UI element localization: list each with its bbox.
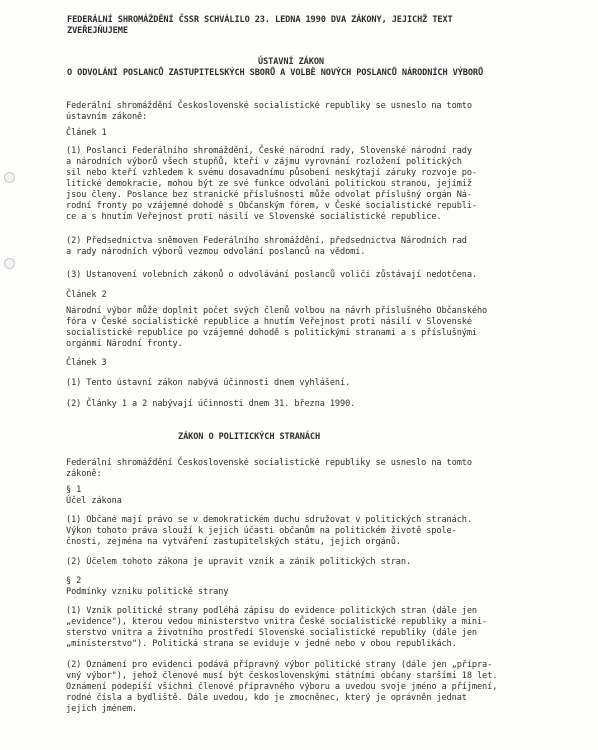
section2-p2-line-2: vný výbor"), jehož členové musí být československými státními občany staršími 18 let. bbox=[66, 671, 498, 681]
article1-p1-line-1: (1) Poslanci Federálního shromáždění, České národní rady, Slovenské národní rady bbox=[66, 146, 472, 156]
section2-p1-line-4: „ministerstvo"). Politická strana se eviduje v jedné nebo v obou republikách. bbox=[66, 639, 457, 649]
section2-p2-line-5: jejich jménem. bbox=[66, 704, 138, 714]
law2-title: ZÁKON O POLITICKÝCH STRANÁCH bbox=[178, 432, 321, 442]
law1-subtitle: O ODVOLÁNÍ POSLANCŮ ZASTUPITELSKÝCH SBORŮ A VOLBĚ NOVÝCH POSLANCŮ NÁRODNÍCH VÝBORŮ bbox=[67, 68, 484, 78]
header-line-1: FEDERÁLNÍ SHROMÁŽDĚNÍ ČSSR SCHVÁLILO 23. LEDNA 1990 DVA ZÁKONY, JEJICHŽ TEXT bbox=[67, 15, 453, 25]
article2-p-line-2: fóra v České socialistické republice a hnutím Veřejnost proti násilí v Slovenské bbox=[66, 317, 472, 327]
article1-p1-line-5: jsou členy. Poslance bez stranické příslušnosti může odvolat příslušný orgán Ná- bbox=[66, 190, 472, 200]
section1-title: Účel zákona bbox=[66, 496, 122, 506]
section2-heading: § 2 bbox=[66, 576, 82, 586]
article1-p1-line-7: ce a s hnutím Veřejnost proti násilí ve Slovenské socialistické republice. bbox=[66, 212, 442, 222]
article1-p1-line-3: sil nebo kteří vzhledem k svému dosavadnímu působení neskýtají záruky rozvoje po- bbox=[66, 168, 477, 178]
article2-p-line-3: socialistické republice po vzájemné dohodě s politickými stranami a s příslušnými bbox=[66, 328, 477, 338]
article2-p-line-4: orgánmi Národní fronty. bbox=[66, 339, 183, 349]
section2-p2-line-4: rodné čísla a bydliště. Dále uvedou, kdo je zmocněnec, který je oprávněn jednat bbox=[66, 693, 467, 703]
article1-p3-line-1: (3) Ustanovení volebních zákonů o odvolávání poslanců voliči zůstávají nedotčena. bbox=[66, 270, 477, 280]
section2-p2-line-3: Oznámení podepíší všichni členové přípravného výboru a uvedou svoje jméno a příjmení, bbox=[66, 682, 498, 692]
law2-preamble-line-1: Federální shromáždění Československé socialistické republiky se usneslo na tomto bbox=[66, 458, 472, 468]
section1-p1-line-3: čnosti, zejména na vytváření zastupitelských státu, jejich orgánů. bbox=[66, 537, 401, 547]
section2-p1-line-2: „evidence"), kterou vedou ministerstvo vnitra České socialistické republiky a mini- bbox=[66, 617, 488, 627]
article1-p2-line-2: a rady národních výborů vezmou odvolání poslanců na vědomí. bbox=[66, 247, 366, 257]
article1-p1-line-4: litické demokracie, mohou být ze své funkce odvoláni politickou stranou, jejímiž bbox=[66, 179, 472, 189]
article2-heading: Článek 2 bbox=[66, 290, 107, 300]
law1-preamble-line-1: Federální shromáždění Československé socialistické republiky se usneslo na tomto bbox=[66, 101, 472, 111]
article3-p1: (1) Tento ústavní zákon nabývá účinnosti dnem vyhlášení. bbox=[66, 378, 351, 388]
article2-p-line-1: Národní výbor může doplnit počet svých členů volbou na návrh příslušného Občanského bbox=[66, 306, 488, 316]
law2-preamble-line-2: zákoně: bbox=[66, 469, 102, 479]
section2-p1-line-3: sterstvo vnitra a životního prostředí Slovenské socialistické republiky (dále jen bbox=[66, 628, 477, 638]
article1-heading: Článek 1 bbox=[66, 128, 107, 138]
article1-p2-line-1: (2) Předsednictva sněmoven Federálního shromáždění, předsednictva Národních rad bbox=[66, 236, 467, 246]
law1-title: ÚSTAVNÍ ZÁKON bbox=[258, 57, 324, 67]
section2-p1-line-1: (1) Vznik politické strany podléhá zápisu do evidence politických stran (dále jen bbox=[66, 606, 477, 616]
article1-p1-line-2: a národních výborů všech stupňů, kteří v zájmu vyrovnání rozložení politických bbox=[66, 157, 462, 167]
section1-heading: § 1 bbox=[66, 485, 82, 495]
article3-p2: (2) Články 1 a 2 nabývají účinnosti dnem 31. března 1990. bbox=[66, 399, 356, 409]
section1-p1-line-2: Výkon tohoto práva slouží k jejich účasti občanům na politickém životě spole- bbox=[66, 526, 457, 536]
article3-heading: Článek 3 bbox=[66, 358, 107, 368]
section1-p1-line-1: (1) Občané mají právo se v demokratickém duchu sdružovat v politických stranách. bbox=[66, 515, 472, 525]
section1-p2: (2) Účelem tohoto zákona je upravit vznik a zánik politických stran. bbox=[66, 557, 412, 567]
article1-p1-line-6: rodní fronty po vzájemné dohodě s Občanským fórem, v České socialistické republi- bbox=[66, 201, 477, 211]
punch-hole-top bbox=[4, 172, 15, 183]
punch-hole-bottom bbox=[4, 258, 15, 269]
law1-preamble-line-2: ústavním zákoně: bbox=[66, 112, 148, 122]
section2-p2-line-1: (2) Oznámení pro evidenci podává přípravný výbor politické strany (dále jen „přípra- bbox=[66, 660, 493, 670]
header-line-2: ZVEŘEJŇUJEME bbox=[67, 26, 128, 36]
section2-title: Podmínky vzniku politické strany bbox=[66, 587, 229, 597]
